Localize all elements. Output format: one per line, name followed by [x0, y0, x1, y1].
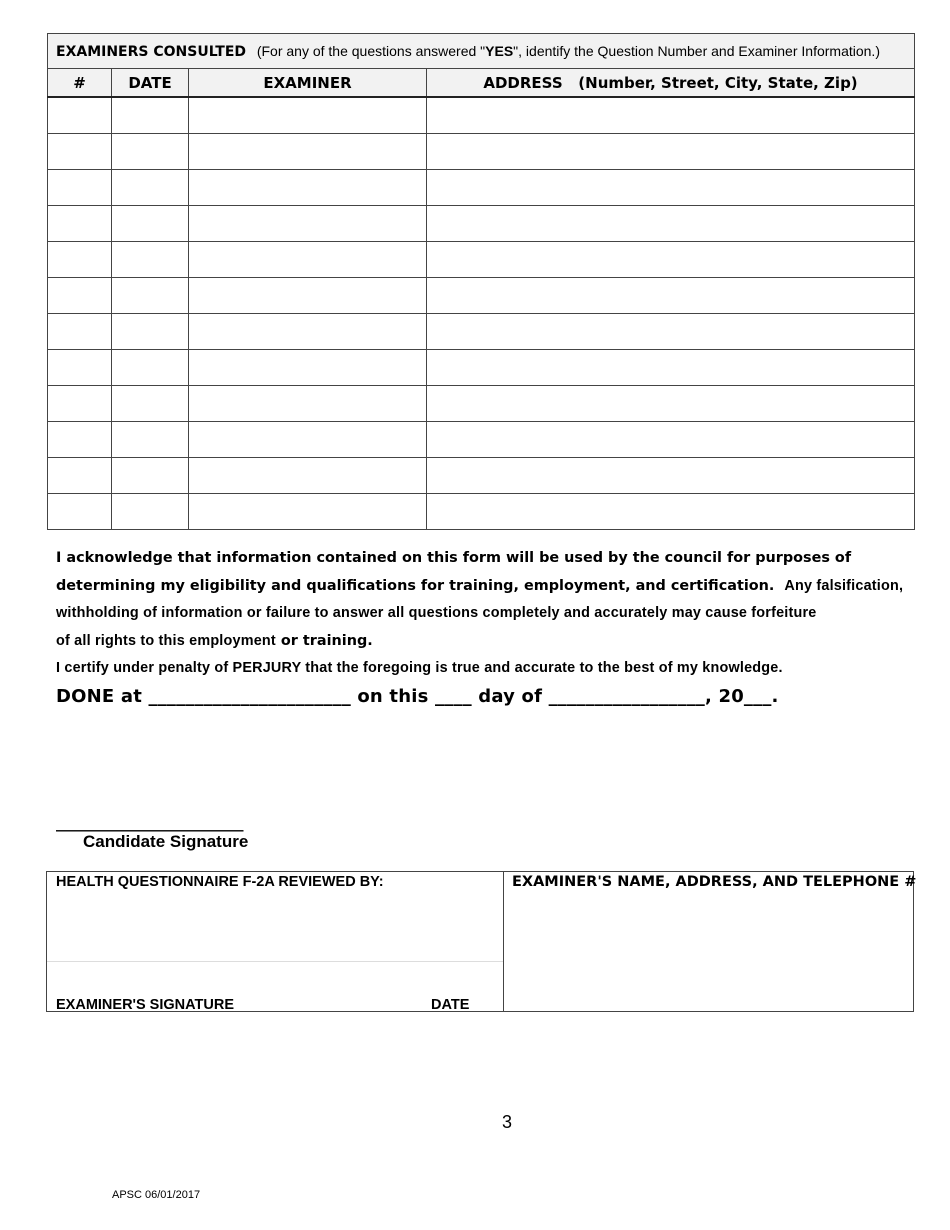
- header-address: ADDRESS (Number, Street, City, State, Zip): [427, 69, 915, 98]
- examiner-cell[interactable]: [189, 386, 427, 422]
- number-cell[interactable]: [48, 278, 112, 314]
- done-at-line[interactable]: DONE at ______________________ on this ____ day of _________________, 20___.: [56, 686, 779, 707]
- table-row: [48, 494, 915, 530]
- acknowledgement-text: [56, 545, 916, 683]
- date-cell[interactable]: [112, 206, 189, 242]
- table-caption: [48, 34, 915, 69]
- examiner-cell[interactable]: [189, 134, 427, 170]
- table-row: [48, 134, 915, 170]
- address-cell[interactable]: [427, 458, 915, 494]
- number-cell[interactable]: [48, 97, 112, 134]
- number-cell[interactable]: [48, 494, 112, 530]
- table-body: [48, 97, 915, 530]
- page-number: 3: [502, 1112, 513, 1132]
- form-code: APSC 06/01/2017: [112, 1189, 201, 1201]
- address-cell[interactable]: [427, 170, 915, 206]
- certify-statement: I certify under penalty of PERJURY that the foregoing is true and accurate to the best of my knowledge.: [56, 660, 783, 676]
- date-cell[interactable]: [112, 494, 189, 530]
- caption-title: EXAMINERS CONSULTED: [56, 44, 247, 60]
- date-cell[interactable]: [112, 350, 189, 386]
- table-row: [48, 278, 915, 314]
- candidate-signature-line[interactable]: _________________________: [56, 814, 244, 832]
- date-cell[interactable]: [112, 386, 189, 422]
- review-divider: [47, 961, 503, 962]
- address-cell[interactable]: [427, 494, 915, 530]
- number-cell[interactable]: [48, 170, 112, 206]
- table-row: [48, 242, 915, 278]
- address-cell[interactable]: [427, 278, 915, 314]
- address-cell[interactable]: [427, 206, 915, 242]
- examiner-cell[interactable]: [189, 278, 427, 314]
- number-cell[interactable]: [48, 242, 112, 278]
- date-cell[interactable]: [112, 170, 189, 206]
- date-cell[interactable]: [112, 458, 189, 494]
- number-cell[interactable]: [48, 350, 112, 386]
- address-cell[interactable]: [427, 134, 915, 170]
- address-cell[interactable]: [427, 242, 915, 278]
- date-cell[interactable]: [112, 97, 189, 134]
- number-cell[interactable]: [48, 458, 112, 494]
- ack-line-1: I acknowledge that information contained on this form will be used by the council for purposes of: [56, 550, 852, 566]
- table-row: [48, 97, 915, 134]
- table-row: [48, 458, 915, 494]
- table-row: [48, 422, 915, 458]
- examiner-cell[interactable]: [189, 170, 427, 206]
- date-cell[interactable]: [112, 422, 189, 458]
- review-box: [46, 871, 917, 1013]
- date-cell[interactable]: [112, 278, 189, 314]
- date-cell[interactable]: [112, 134, 189, 170]
- table-row: [48, 386, 915, 422]
- table-row: [48, 206, 915, 242]
- date-cell[interactable]: [112, 242, 189, 278]
- ack-line-4: of all rights to this employment or training.: [56, 632, 373, 649]
- examiner-cell[interactable]: [189, 494, 427, 530]
- date-cell[interactable]: [112, 314, 189, 350]
- number-cell[interactable]: [48, 206, 112, 242]
- examiner-cell[interactable]: [189, 242, 427, 278]
- address-cell[interactable]: [427, 350, 915, 386]
- number-cell[interactable]: [48, 386, 112, 422]
- ack-line-3: withholding of information or failure to answer all questions completely and accurately may cause forfeiture: [56, 605, 817, 621]
- candidate-signature-label: Candidate Signature: [83, 832, 249, 851]
- address-cell[interactable]: [427, 422, 915, 458]
- address-cell[interactable]: [427, 386, 915, 422]
- address-cell[interactable]: [427, 314, 915, 350]
- header-date: DATE: [112, 69, 189, 98]
- reviewed-by-label: HEALTH QUESTIONNAIRE F-2A REVIEWED BY:: [56, 874, 384, 890]
- table-row: [48, 314, 915, 350]
- table-row: [48, 170, 915, 206]
- examiner-signature-label: EXAMINER'S SIGNATURE: [56, 997, 235, 1013]
- table-row: [48, 350, 915, 386]
- caption-note: (For any of the questions answered "YES", identify the Question Number and Examiner Information.): [256, 43, 880, 59]
- number-cell[interactable]: [48, 314, 112, 350]
- examiner-cell[interactable]: [189, 97, 427, 134]
- examiner-cell[interactable]: [189, 458, 427, 494]
- number-cell[interactable]: [48, 422, 112, 458]
- examiner-info-label: EXAMINER'S NAME, ADDRESS, AND TELEPHONE #: [512, 874, 917, 890]
- examiner-cell[interactable]: [189, 422, 427, 458]
- number-cell[interactable]: [48, 134, 112, 170]
- header-number: #: [48, 69, 112, 98]
- table-header-row: [48, 69, 915, 98]
- address-cell[interactable]: [427, 97, 915, 134]
- header-examiner: EXAMINER: [189, 69, 427, 98]
- reviewed-by-cell[interactable]: [47, 872, 504, 1011]
- review-date-label: DATE: [431, 997, 470, 1013]
- table-caption-row: [48, 34, 915, 69]
- examiner-cell[interactable]: [189, 206, 427, 242]
- examiner-cell[interactable]: [189, 350, 427, 386]
- examiners-consulted-table: [47, 33, 915, 530]
- examiner-cell[interactable]: [189, 314, 427, 350]
- ack-line-2: determining my eligibility and qualifications for training, employment, and certification. Any falsification,: [56, 577, 904, 594]
